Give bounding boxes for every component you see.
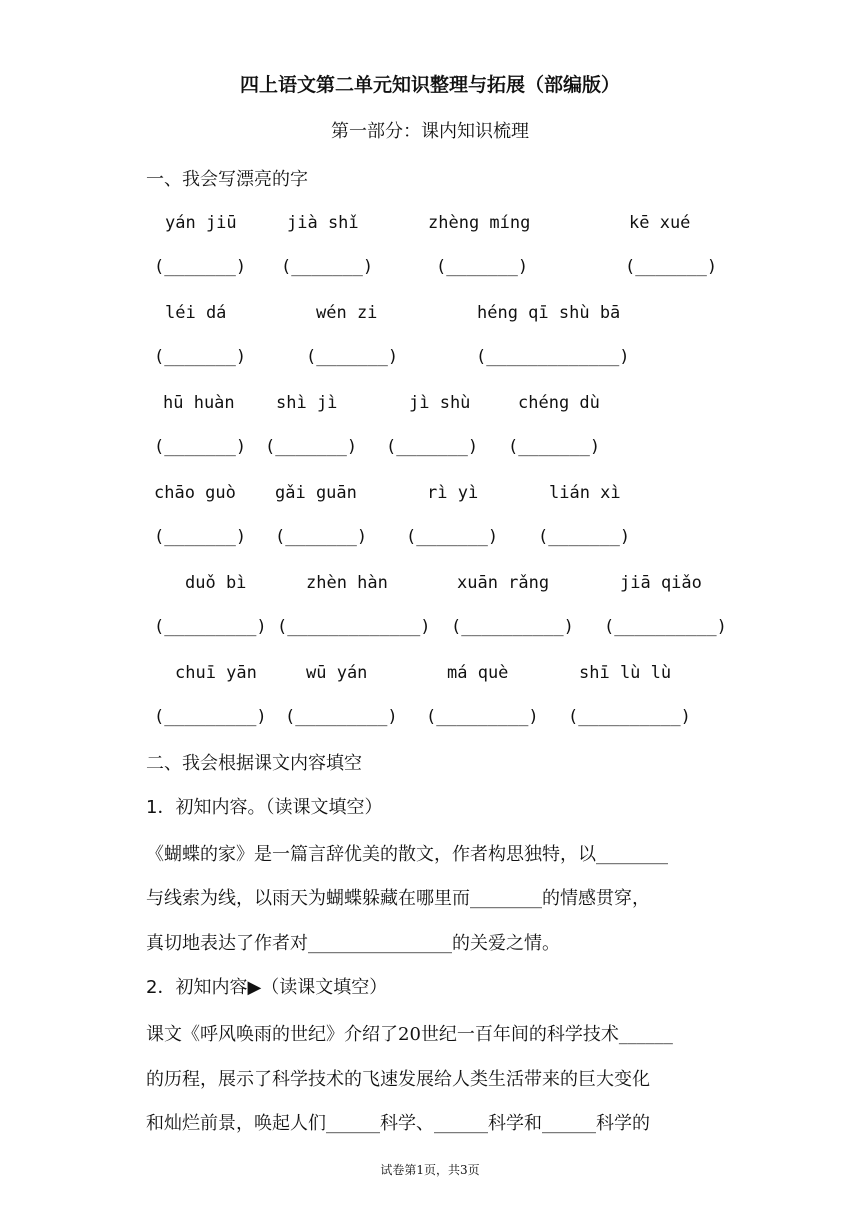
answer-blank[interactable]: (_____________) — [277, 617, 431, 637]
pinyin-item: chuī yān — [175, 663, 257, 683]
pinyin-item: má què — [447, 663, 509, 683]
answer-blank[interactable]: (__________) — [451, 617, 574, 637]
pinyin-item: kē xué — [629, 213, 691, 233]
pinyin-item: zhèn hàn — [306, 573, 388, 593]
pinyin-item: jià shǐ — [287, 213, 359, 233]
section-1-heading: 一、我会写漂亮的字 — [146, 169, 308, 190]
answer-blank[interactable]: (__________) — [604, 617, 727, 637]
answer-blank[interactable]: (_______) — [275, 527, 368, 547]
pinyin-item: jì shù — [409, 393, 471, 413]
answer-blank[interactable]: (_______) — [436, 257, 529, 277]
pinyin-item: chéng dù — [518, 393, 600, 413]
answer-blank[interactable]: (_________) — [426, 707, 539, 727]
answer-blank[interactable]: (_______) — [538, 527, 631, 547]
pinyin-item: xuān rǎng — [457, 573, 550, 593]
question-2-line: 的历程，展示了科学技术的飞速发展给人类生活带来的巨大变化 — [146, 1069, 650, 1090]
pinyin-item: duǒ bì — [185, 573, 247, 593]
pinyin-item: zhèng míng — [428, 213, 531, 233]
pinyin-item: shī lù lù — [579, 663, 672, 683]
question-2-line: 课文《呼风唤雨的世纪》介绍了20世纪一百年间的科学技术______ — [146, 1024, 673, 1045]
answer-blank[interactable]: (_______) — [265, 437, 358, 457]
section-2-heading: 二、我会根据课文内容填空 — [146, 753, 362, 774]
answer-blank[interactable]: (_________) — [154, 617, 267, 637]
answer-blank[interactable]: (_________) — [154, 707, 267, 727]
answer-blank[interactable]: (_____________) — [476, 347, 630, 367]
pinyin-item: jiā qiǎo — [620, 573, 702, 593]
question-1-line: 真切地表达了作者对________________的关爱之情。 — [146, 933, 560, 954]
question-1-label: 1．初知内容。（读课文填空） — [146, 797, 383, 818]
question-1-line: 《蝴蝶的家》是一篇言辞优美的散文，作者构思独特，以________ — [146, 844, 668, 865]
answer-blank[interactable]: (_______) — [154, 257, 247, 277]
pinyin-item: rì yì — [427, 483, 479, 503]
pinyin-item: hū huàn — [163, 393, 235, 413]
pinyin-item: chāo guò — [154, 483, 236, 503]
question-2-line: 和灿烂前景，唤起人们______科学、______科学和______科学的 — [146, 1113, 650, 1134]
answer-blank[interactable]: (_______) — [508, 437, 601, 457]
part-subtitle: 第一部分：课内知识梳理 — [331, 121, 529, 142]
answer-blank[interactable]: (_________) — [285, 707, 398, 727]
pinyin-item: lián xì — [549, 483, 621, 503]
pinyin-item: shì jì — [276, 393, 338, 413]
question-1-line: 与线索为线，以雨天为蝴蝶躲藏在哪里而________的情感贯穿， — [146, 888, 650, 909]
answer-blank[interactable]: (_______) — [306, 347, 399, 367]
pinyin-item: yán jiū — [165, 213, 237, 233]
pinyin-item: wén zi — [316, 303, 378, 323]
page-footer: 试卷第1页，共3页 — [380, 1163, 480, 1177]
document-title: 四上语文第二单元知识整理与拓展（部编版） — [239, 74, 620, 96]
answer-blank[interactable]: (_______) — [406, 527, 499, 547]
answer-blank[interactable]: (_______) — [154, 527, 247, 547]
answer-blank[interactable]: (_______) — [154, 437, 247, 457]
answer-blank[interactable]: (_______) — [386, 437, 479, 457]
question-2-label: 2．初知内容▶（读课文填空） — [146, 977, 388, 998]
answer-blank[interactable]: (_______) — [281, 257, 374, 277]
answer-blank[interactable]: (_______) — [625, 257, 718, 277]
answer-blank[interactable]: (_______) — [154, 347, 247, 367]
pinyin-item: léi dá — [165, 303, 227, 323]
pinyin-item: héng qī shù bā — [477, 303, 621, 323]
answer-blank[interactable]: (__________) — [568, 707, 691, 727]
pinyin-item: wū yán — [306, 663, 368, 683]
pinyin-item: gǎi guān — [275, 483, 357, 503]
